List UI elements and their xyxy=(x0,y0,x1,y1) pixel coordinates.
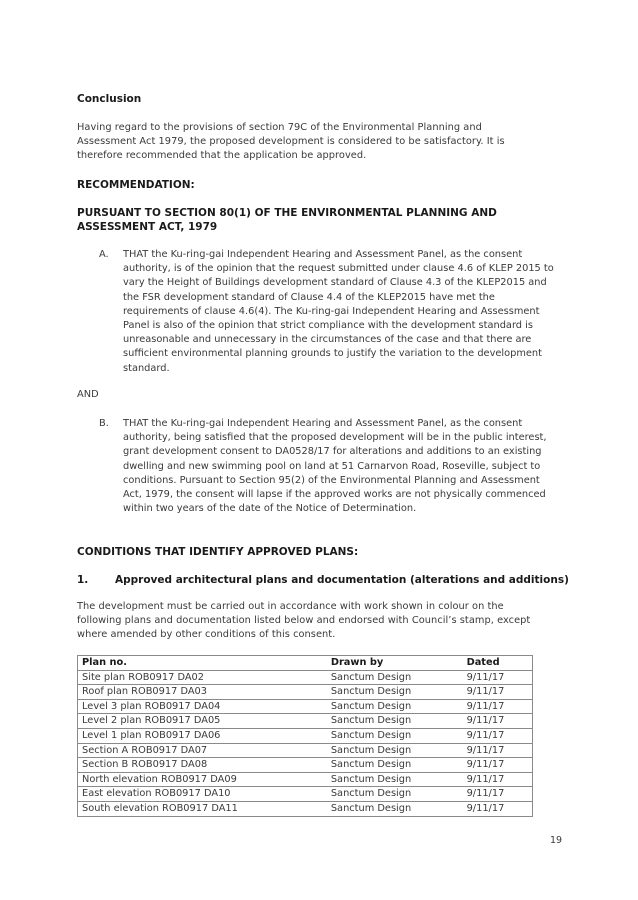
plan-cell: Section B ROB0917 DA08 xyxy=(78,758,327,773)
drawn-by-cell: Sanctum Design xyxy=(327,787,463,802)
header-drawn-by: Drawn by xyxy=(327,656,463,671)
date-cell: 9/11/17 xyxy=(463,801,533,816)
recommendation-item-a xyxy=(77,248,557,376)
date-cell: 9/11/17 xyxy=(463,787,533,802)
and-text: AND xyxy=(77,389,99,400)
conclusion-text: Having regard to the provisions of section 79C of the Environmental Planning and Assessment Act 1979, the proposed development is considered to be satisfactory. It is therefore recommended that the application be approved. xyxy=(77,122,505,161)
recommendation-heading: RECOMMENDATION: xyxy=(77,179,195,191)
plan-cell: South elevation ROB0917 DA11 xyxy=(78,801,327,816)
table-row xyxy=(78,801,533,816)
table-row xyxy=(78,728,533,743)
item-text: THAT the Ku-ring-gai Independent Hearing and Assessment Panel, as the consent authority, being satisfied that the proposed development will be in the public interest, grant development consent to DA0528/17 for alterations and additions to an existing dwelling and new swimming pool on land at 51 Carnarvon Road, Roseville, subject to conditions. Pursuant to Section 95(2) of the Environmental Planning and Assessment Act, 1979, the consent will lapse if the approved works are not physically commenced within two years of the date of the Notice of Determination. xyxy=(123,418,547,515)
condition-1-heading xyxy=(77,573,569,587)
table-header-row xyxy=(78,656,533,671)
drawn-by-cell: Sanctum Design xyxy=(327,728,463,743)
plan-cell: Roof plan ROB0917 DA03 xyxy=(78,685,327,700)
date-cell: 9/11/17 xyxy=(463,728,533,743)
plan-cell: Level 3 plan ROB0917 DA04 xyxy=(78,699,327,714)
drawn-by-cell: Sanctum Design xyxy=(327,772,463,787)
conditions-heading: CONDITIONS THAT IDENTIFY APPROVED PLANS: xyxy=(77,546,359,558)
table-row xyxy=(78,772,533,787)
plan-cell: Level 2 plan ROB0917 DA05 xyxy=(78,714,327,729)
header-dated: Dated xyxy=(463,656,533,671)
item-text: THAT the Ku-ring-gai Independent Hearing and Assessment Panel, as the consent authority, is of the opinion that the request submitted under clause 4.6 of KLEP 2015 to vary the Height of Buildings development standard of Clause 4.3 of the KLEP2015 and the FSR development standard of Clause 4.4 of the KLEP2015 have met the requirements of clause 4.6(4). The Ku-ring-gai Independent Hearing and Assessment Panel is also of the opinion that strict compliance with the development standard is unreasonable and unnecessary in the circumstances of the case and that there are sufficient environmental planning grounds to justify the variation to the development standard. xyxy=(123,249,554,374)
table-row xyxy=(78,699,533,714)
table-row xyxy=(78,670,533,685)
date-cell: 9/11/17 xyxy=(463,699,533,714)
item-letter: A. xyxy=(99,249,109,260)
condition-title: Approved architectural plans and documentation (alterations and additions) xyxy=(115,574,569,586)
drawn-by-cell: Sanctum Design xyxy=(327,714,463,729)
plan-cell: East elevation ROB0917 DA10 xyxy=(78,787,327,802)
date-cell: 9/11/17 xyxy=(463,670,533,685)
date-cell: 9/11/17 xyxy=(463,758,533,773)
plan-cell: Level 1 plan ROB0917 DA06 xyxy=(78,728,327,743)
date-cell: 9/11/17 xyxy=(463,714,533,729)
date-cell: 9/11/17 xyxy=(463,772,533,787)
table-row xyxy=(78,743,533,758)
approved-plans-table xyxy=(77,655,533,817)
condition-number: 1. xyxy=(77,574,89,586)
recommendation-item-b xyxy=(77,417,557,531)
plan-cell: North elevation ROB0917 DA09 xyxy=(78,772,327,787)
page-number: 19 xyxy=(550,835,563,846)
header-plan-no: Plan no. xyxy=(78,656,327,671)
table-row xyxy=(78,758,533,773)
item-letter: B. xyxy=(99,418,109,429)
plan-cell: Section A ROB0917 DA07 xyxy=(78,743,327,758)
table-row xyxy=(78,685,533,700)
table-row xyxy=(78,787,533,802)
plan-cell: Site plan ROB0917 DA02 xyxy=(78,670,327,685)
drawn-by-cell: Sanctum Design xyxy=(327,801,463,816)
drawn-by-cell: Sanctum Design xyxy=(327,743,463,758)
date-cell: 9/11/17 xyxy=(463,743,533,758)
conclusion-heading: Conclusion xyxy=(77,93,142,105)
date-cell: 9/11/17 xyxy=(463,685,533,700)
drawn-by-cell: Sanctum Design xyxy=(327,685,463,700)
drawn-by-cell: Sanctum Design xyxy=(327,670,463,685)
drawn-by-cell: Sanctum Design xyxy=(327,758,463,773)
conditions-text: The development must be carried out in accordance with work shown in colour on the following plans and documentation listed below and endorsed with Council’s stamp, except where amended by other conditions of this consent. xyxy=(77,601,531,640)
drawn-by-cell: Sanctum Design xyxy=(327,699,463,714)
pursuant-heading: PURSUANT TO SECTION 80(1) OF THE ENVIRONMENTAL PLANNING AND ASSESSMENT ACT, 1979 xyxy=(77,207,497,233)
table-row xyxy=(78,714,533,729)
